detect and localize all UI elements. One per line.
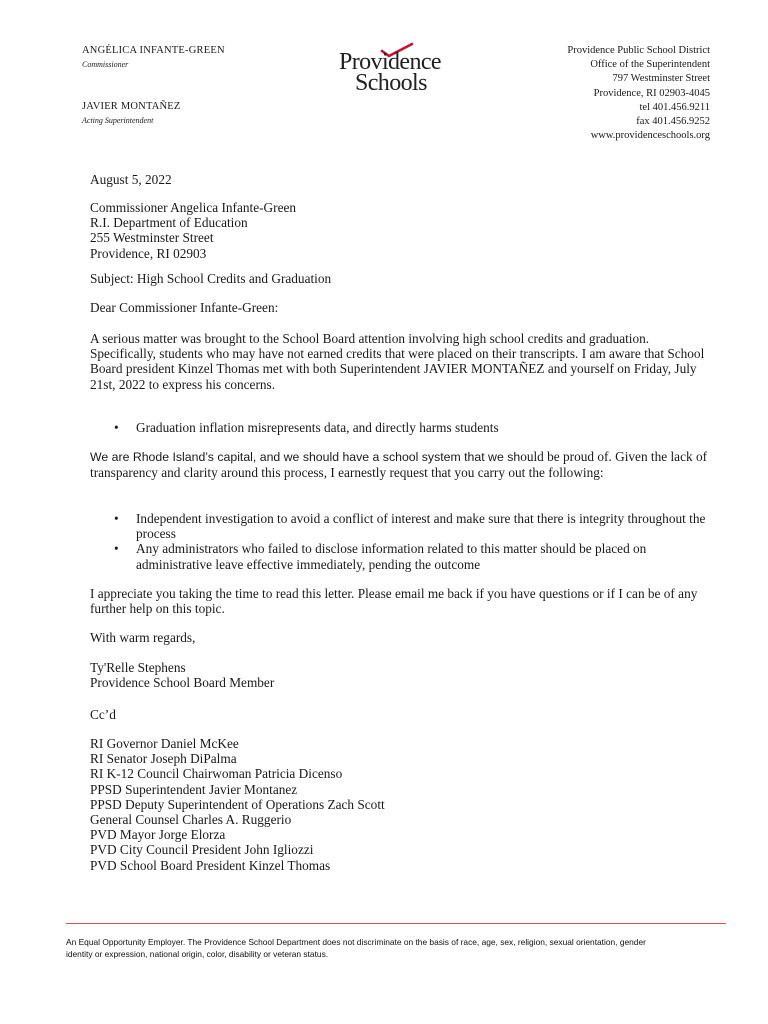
list-item <box>90 541 690 571</box>
providence-schools-logo <box>338 44 458 96</box>
signer-title: Providence School Board Member <box>90 675 275 691</box>
list-item <box>90 420 690 435</box>
address-line: tel 401.456.9211 <box>639 101 710 113</box>
bullet-text: Independent investigation to avoid a conflict of interest and make sure that there is integrity throughout the <box>136 511 706 526</box>
recipient-line: 255 Westminster Street <box>90 230 214 246</box>
bullet-text: Graduation inflation misrepresents data, and directly harms students <box>136 420 499 435</box>
bullet-list-2 <box>90 511 706 572</box>
logo-text-line2: Schools <box>355 70 427 96</box>
address-line: Providence, RI 02903-4045 <box>593 87 710 99</box>
cc-recipient: PVD School Board President Kinzel Thomas <box>90 857 331 873</box>
list-item <box>90 511 706 542</box>
paragraph-line: transparency and clarity around this process, I earnestly request that you carry out the following: <box>90 465 604 481</box>
bullet-text-cont: administrative leave effective immediately, pending the outcome <box>136 556 481 572</box>
cc-recipient: PPSD Deputy Superintendent of Operations Zach Scott <box>90 796 385 812</box>
letter-date: August 5, 2022 <box>90 172 172 187</box>
cc-recipient: RI K-12 Council Chairwoman Patricia Dicenso <box>90 766 343 782</box>
cc-recipient: PPSD Superintendent Javier Montanez <box>90 781 298 797</box>
paragraph-line: further help on this topic. <box>90 601 225 617</box>
district-address-block <box>567 44 710 143</box>
logo-text-line1: Providence <box>339 49 441 75</box>
cc-recipient: RI Governor Daniel McKee <box>90 736 239 751</box>
paragraph-line: 21st, 2022 to express his concerns. <box>90 376 276 392</box>
bullet-text: Any administrators who failed to disclose information related to this matter should be placed on <box>136 541 647 557</box>
recipient-line: Commissioner Angelica Infante-Green <box>90 200 297 215</box>
closing: With warm regards, <box>90 630 196 645</box>
footer-divider <box>66 923 726 924</box>
address-line: Providence Public School District <box>567 45 710 56</box>
footer-line: An Equal Opportunity Employer. The Providence School Department does not discriminate on the basis of race, age, sex, religion, sexual orientation, gender <box>66 937 646 947</box>
paragraph-line: Board president Kinzel Thomas met with both Superintendent JAVIER MONTAÑEZ and yourself on Friday, July <box>90 361 697 377</box>
bullet-icon: • <box>114 511 119 526</box>
recipient-line: Providence, RI 02903 <box>90 245 207 261</box>
salutation: Dear Commissioner Infante-Green: <box>90 300 279 315</box>
commissioner-name: ANGÉLICA INFANTE-GREEN <box>82 45 225 56</box>
address-line: fax 401.456.9252 <box>636 116 710 128</box>
bullet-icon: • <box>114 541 119 557</box>
bullet-icon: • <box>114 420 119 435</box>
cc-recipient: PVD Mayor Jorge Elorza <box>90 827 226 843</box>
paragraph-line: Specifically, students who may have not earned credits that were placed on their transcripts. I am aware that School <box>90 346 705 362</box>
paragraph-2-serif-segment: ould be proud of. Given the lack of <box>520 449 708 464</box>
subject-line: Subject: High School Credits and Graduation <box>90 271 332 286</box>
paragraph-line: A serious matter was brought to the School Board attention involving high school credits and graduation. <box>90 331 650 346</box>
paragraph-2-sans-segment: We are Rhode Island’s capital, and we should have a school system that we sh <box>90 450 521 464</box>
footer-line: identity or expression, national origin, color, disability or veteran status. <box>66 949 329 959</box>
bullet-text-cont: process <box>136 526 176 542</box>
bullet-list-1 <box>90 420 690 435</box>
paragraph-2 <box>90 449 708 481</box>
equal-opportunity-statement <box>66 936 726 960</box>
website-link[interactable]: www.providenceschools.org <box>590 130 710 142</box>
signature-block <box>90 660 690 690</box>
superintendent-title: Acting Superintendent <box>82 116 154 125</box>
cc-recipient: PVD City Council President John Igliozzi <box>90 842 314 858</box>
cc-label: Cc’d <box>90 707 116 722</box>
commissioner-title: Commissioner <box>82 60 129 69</box>
paragraph-1 <box>90 331 705 392</box>
cc-recipient: RI Senator Joseph DiPalma <box>90 751 237 767</box>
signer-name: Ty'Relle Stephens <box>90 660 186 675</box>
recipient-line: R.I. Department of Education <box>90 215 248 231</box>
paragraph-3 <box>90 586 698 617</box>
recipient-block <box>90 200 690 261</box>
superintendent-name: JAVIER MONTAÑEZ <box>82 101 181 112</box>
cc-recipient: General Counsel Charles A. Ruggerio <box>90 812 292 828</box>
cc-list <box>90 736 690 873</box>
address-line: Office of the Superintendent <box>590 59 710 71</box>
address-line: 797 Westminster Street <box>612 73 710 85</box>
paragraph-line: I appreciate you taking the time to read this letter. Please email me back if you have questions or if I can be of any <box>90 586 698 601</box>
